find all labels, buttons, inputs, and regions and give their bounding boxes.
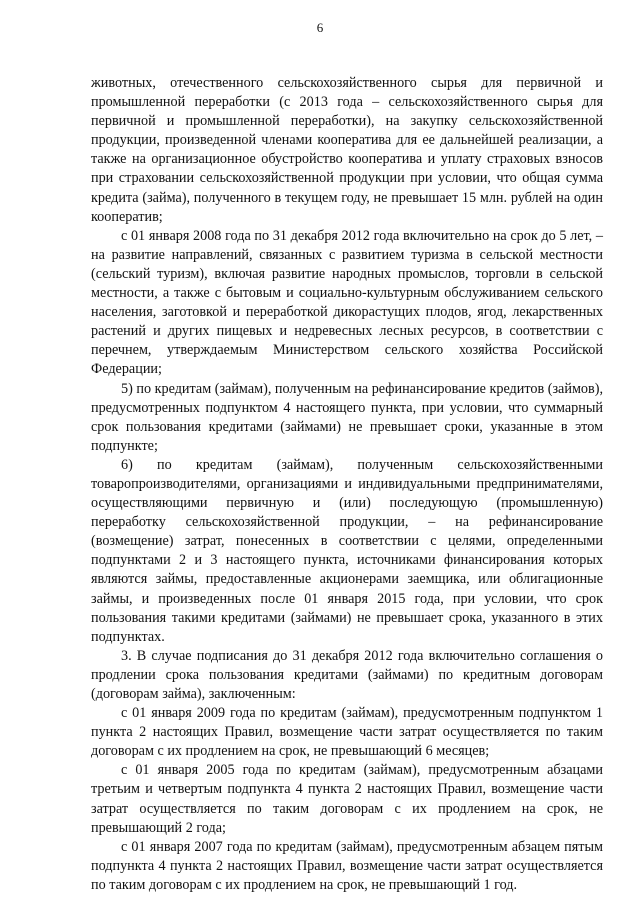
paragraph: 3. В случае подписания до 31 декабря 2012 года включительно соглашения о продлении срока пользования кредитами (займами) по кредитным договорам (договорам займа), заключенным: [91,647,603,702]
paragraph: с 01 января 2009 года по кредитам (займам), предусмотренным подпунктом 1 пункта 2 настоящих Правил, возмещение части затрат осуществляется по таким договорам с их продлением на срок, не превышающий 6 месяцев; [91,705,603,760]
paragraph: с 01 января 2008 года по 31 декабря 2012 года включительно на срок до 5 лет, – на развитие направлений, связанных с развитием туризма в сельской местности (сельский туризм), включая развитие народных промыслов, торговли в сельской местности, а также с бытовым и социально-культурным обслуживанием сельского населения, заготовкой и переработкой дикорастущих плодов, ягод, лекарственных растений и других пищевых и недревесных лесных ресурсов, в соответствии с перечнем, утверждаемым Министерством сельского хозяйства Российской Федерации; [91,227,603,378]
paragraph: 5) по кредитам (займам), полученным на рефинансирование кредитов (займов), предусмотренных подпунктом 4 настоящего пункта, при условии, что суммарный срок пользования кредитами (займами) не превышает сроки, указанные в этом подпункте; [91,380,603,454]
paragraph: животных, отечественного сельскохозяйственного сырья для первичной и промышленной переработки (с 2013 года – сельскохозяйственного сырья для первичной и промышленной переработки), на закупку сельскохозяйственной продукции, произведенной членами кооператива для ее дальнейшей реализации, а также на организационное обустройство кооператива и уплату страховых взносов при страховании сельскохозяйственной продукции при условии, что общая сумма кредита (займа), полученного в текущем году, не превышает 15 млн. рублей на один кооператив; [91,75,603,225]
paragraph: с 01 января 2007 года по кредитам (займам), предусмотренным абзацем пятым подпункта 4 пункта 2 настоящих Правил, возмещение части затрат осуществляется по таким договорам с их продлением на срок, не превышающий 1 год. [91,838,603,893]
document-body [91,74,603,895]
paragraph: 6) по кредитам (займам), полученным сельскохозяйственными товаропроизводителями, организациями и индивидуальными предпринимателями, осуществляющими первичную и (или) последующую (промышленную) переработку сельскохозяйственной продукции, – на рефинансирование (возмещение) затрат, понесенных в соответствии с целями, определенными подпунктами 2 и 3 настоящего пункта, источниками финансирования которых являются займы, предоставленные акционерами заемщика, или облигационные займы, и произведенных после 01 января 2015 года, при условии, что срок пользования такими кредитами (займами) не превышает срока, указанного в этих подпунктах. [91,456,603,645]
paragraph: с 01 января 2005 года по кредитам (займам), предусмотренным абзацами третьим и четвертым подпункта 4 пункта 2 настоящих Правил, возмещение части затрат осуществляется по таким договорам с их продлением на срок, не превышающий 2 года; [91,762,603,836]
page-number: 6 [316,20,324,35]
